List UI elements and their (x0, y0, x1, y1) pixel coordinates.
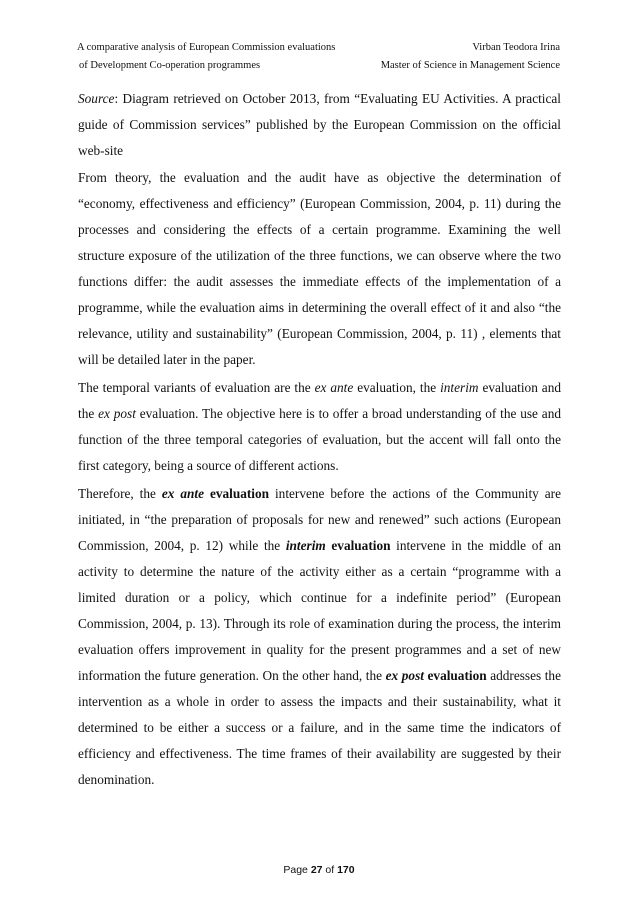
para2-text-4: evaluation. The objective here is to offer a broad understanding of the use and function of the three temporal categories of evaluation, but the accent will fall onto the first category, being a source of different actions. (78, 406, 561, 473)
header-title-line-1: A comparative analysis of European Commission evaluations (77, 42, 336, 53)
paragraph-theory: From theory, the evaluation and the audit have as objective the determination of “economy, effectiveness and efficiency” (European Commission, 2004, p. 11) during the processes and considering the effects of a certain programme. Examining the well structure exposure of the utilization of the three functions, we can observe where the two functions differ: the audit assesses the immediate effects of the implementation of a programme, while the evaluation aims in determining the overall effect of it and also “the relevance, utility and sustainability” (European Commission, 2004, p. 11) , elements that will be detailed later in the paper. (78, 170, 561, 367)
header-degree: Master of Science in Management Science (380, 60, 560, 71)
source-note (78, 86, 561, 164)
bold-label-evaluation-1: evaluation (204, 486, 270, 501)
page-footer (0, 864, 638, 876)
footer-page-word: Page (283, 864, 311, 876)
bold-ex-ante-evaluation (162, 486, 269, 501)
source-text: : Diagram retrieved on October 2013, from “Evaluating EU Activities. A practical guide of Commission services” published by the European Commission on the official web-site (78, 91, 561, 158)
para3-text-1: Therefore, the (78, 486, 162, 501)
body-text (78, 86, 561, 793)
footer-page-number: 27 (310, 864, 323, 876)
para2-text-2: evaluation, the (353, 380, 441, 395)
bold-label-evaluation-3: evaluation (423, 668, 487, 683)
source-label: Source (78, 91, 115, 106)
para3-text-3: intervene in the middle of an activity to determine the nature of the activity either as a certain “programme with a limited duration or a policy, which continue for a indefinite period” (European Commission, 2004, p. 13). Through its role of examination during the process, the interim evaluation offers improvement in quality for the present programmes and a set of new information the future generation. On the other hand, the (78, 538, 561, 683)
running-header-line-1 (77, 41, 560, 54)
footer-total-pages: 170 (337, 864, 355, 876)
para3-text-4: addresses the intervention as a whole in order to assess the impacts and their sustainability, what it determined to be either a success or a failure, and in the same time the indicators of efficiency and effectiveness. The time frames of their availability are suggested by their denomination. (78, 668, 561, 787)
header-title-line-2: of Development Co-operation programmes (79, 60, 261, 71)
term-ex-ante: ex ante (314, 380, 354, 395)
paragraph-temporal-variants (78, 375, 561, 479)
para3-text-2: intervene before the actions of the Community are initiated, in “the preparation of proposals for new and renewed” such actions (European Commission, 2004, p. 12) while the (78, 486, 561, 553)
footer-of-word: of (322, 864, 338, 876)
para2-text-1: The temporal variants of evaluation are the (78, 380, 315, 395)
paragraph-evaluation-types (78, 481, 561, 793)
bold-term-ex-post: ex post (385, 668, 424, 683)
bold-ex-post-evaluation (386, 668, 487, 683)
header-author: Virban Teodora Irina (472, 42, 560, 53)
running-header-line-2 (77, 59, 560, 72)
para2-text-3: evaluation and the (78, 380, 561, 421)
term-ex-post: ex post (98, 406, 136, 421)
term-interim: interim (440, 380, 479, 395)
bold-label-evaluation-2: evaluation (325, 538, 391, 553)
bold-term-ex-ante: ex ante (161, 486, 204, 501)
bold-interim-evaluation (286, 538, 391, 553)
bold-term-interim: interim (285, 538, 326, 553)
